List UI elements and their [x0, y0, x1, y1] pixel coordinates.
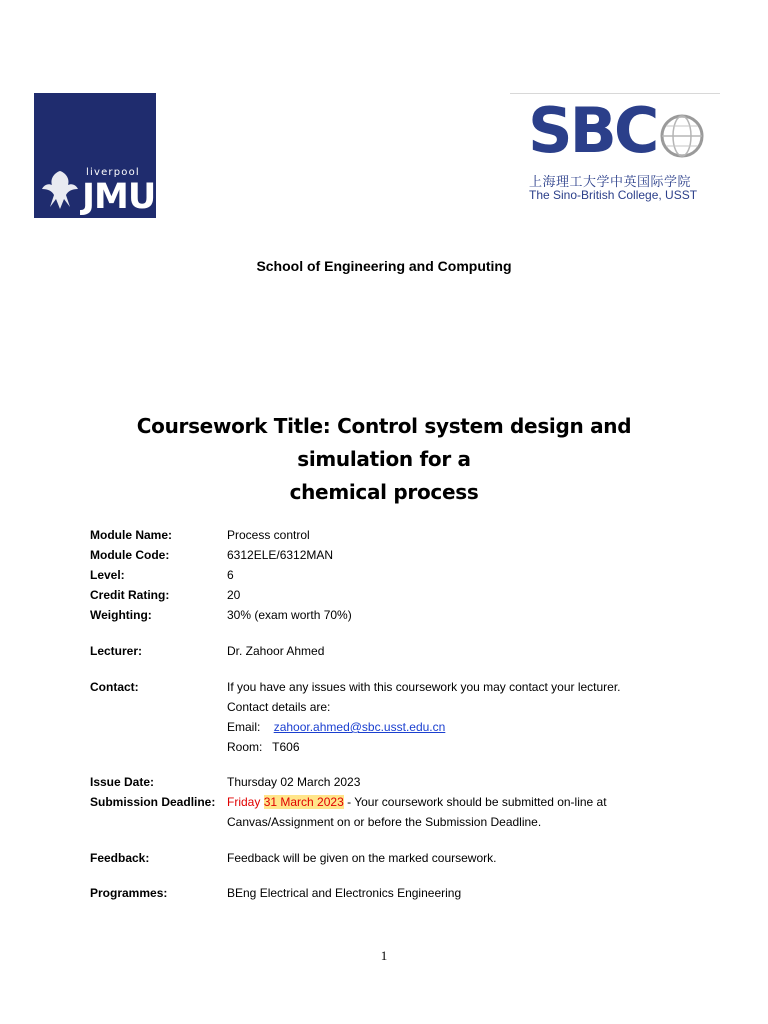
ljmu-logo: [34, 93, 156, 218]
programmes-label: Programmes:: [90, 886, 168, 900]
weighting-label: Weighting:: [90, 608, 152, 622]
level-value: 6: [227, 568, 234, 582]
title-line-2: chemical process: [289, 480, 479, 504]
programmes-value: BEng Electrical and Electronics Engineering: [227, 886, 462, 900]
coursework-title: [80, 410, 688, 509]
contact-details: [227, 677, 727, 757]
lecturer-label: Lecturer:: [90, 644, 143, 658]
liver-bird-icon: [40, 167, 80, 211]
contact-label: Contact:: [90, 680, 139, 694]
school-name: School of Engineering and Computing: [256, 258, 512, 274]
feedback-value: Feedback will be given on the marked coursework.: [227, 851, 497, 865]
ljmu-small-text: liverpool: [86, 167, 140, 178]
room-value: T606: [272, 740, 300, 754]
module-code-label: Module Code:: [90, 548, 170, 562]
module-name-label: Module Name:: [90, 528, 173, 542]
module-code-value: 6312ELE/6312MAN: [227, 548, 334, 562]
issue-date-value: Thursday 02 March 2023: [227, 775, 361, 789]
contact-line-2: Contact details are:: [227, 700, 331, 714]
deadline-line-2: Canvas/Assignment on or before the Submission Deadline.: [227, 815, 542, 829]
room-label: Room:: [227, 740, 263, 754]
deadline-line-1: [227, 792, 727, 812]
sbc-english-name: The Sino-British College, USST: [529, 188, 698, 202]
contact-line-1: If you have any issues with this coursework you may contact your lecturer.: [227, 680, 621, 694]
ljmu-big-text: JMU: [82, 177, 156, 217]
submission-deadline-label: Submission Deadline:: [90, 795, 216, 809]
email-label: Email:: [227, 720, 261, 734]
issue-date-label: Issue Date:: [90, 775, 155, 789]
credit-rating-value: 20: [227, 588, 241, 602]
module-name-value: Process control: [227, 528, 310, 542]
contact-email-line: [227, 717, 727, 737]
credit-rating-label: Credit Rating:: [90, 588, 170, 602]
weighting-value: 30% (exam worth 70%): [227, 608, 352, 622]
deadline-date: 31 March 2023: [263, 795, 344, 809]
sbc-chinese-name: 上海理工大学中英国际学院: [529, 174, 692, 189]
title-line-1: Coursework Title: Control system design and simulation for a: [136, 414, 632, 471]
lecturer-value: Dr. Zahoor Ahmed: [227, 644, 325, 658]
deadline-day: Friday: [227, 795, 261, 809]
sbc-letters: SBC: [528, 94, 657, 167]
sbc-logo: [528, 94, 708, 207]
page-number: 1: [380, 948, 388, 963]
feedback-label: Feedback:: [90, 851, 150, 865]
deadline-rest-1: - Your coursework should be submitted on-line at: [343, 795, 607, 809]
submission-deadline-value: [227, 792, 727, 832]
level-label: Level:: [90, 568, 125, 582]
contact-room-line: [227, 737, 727, 757]
globe-icon: [660, 104, 704, 168]
email-link[interactable]: zahoor.ahmed@sbc.usst.edu.cn: [273, 720, 446, 734]
